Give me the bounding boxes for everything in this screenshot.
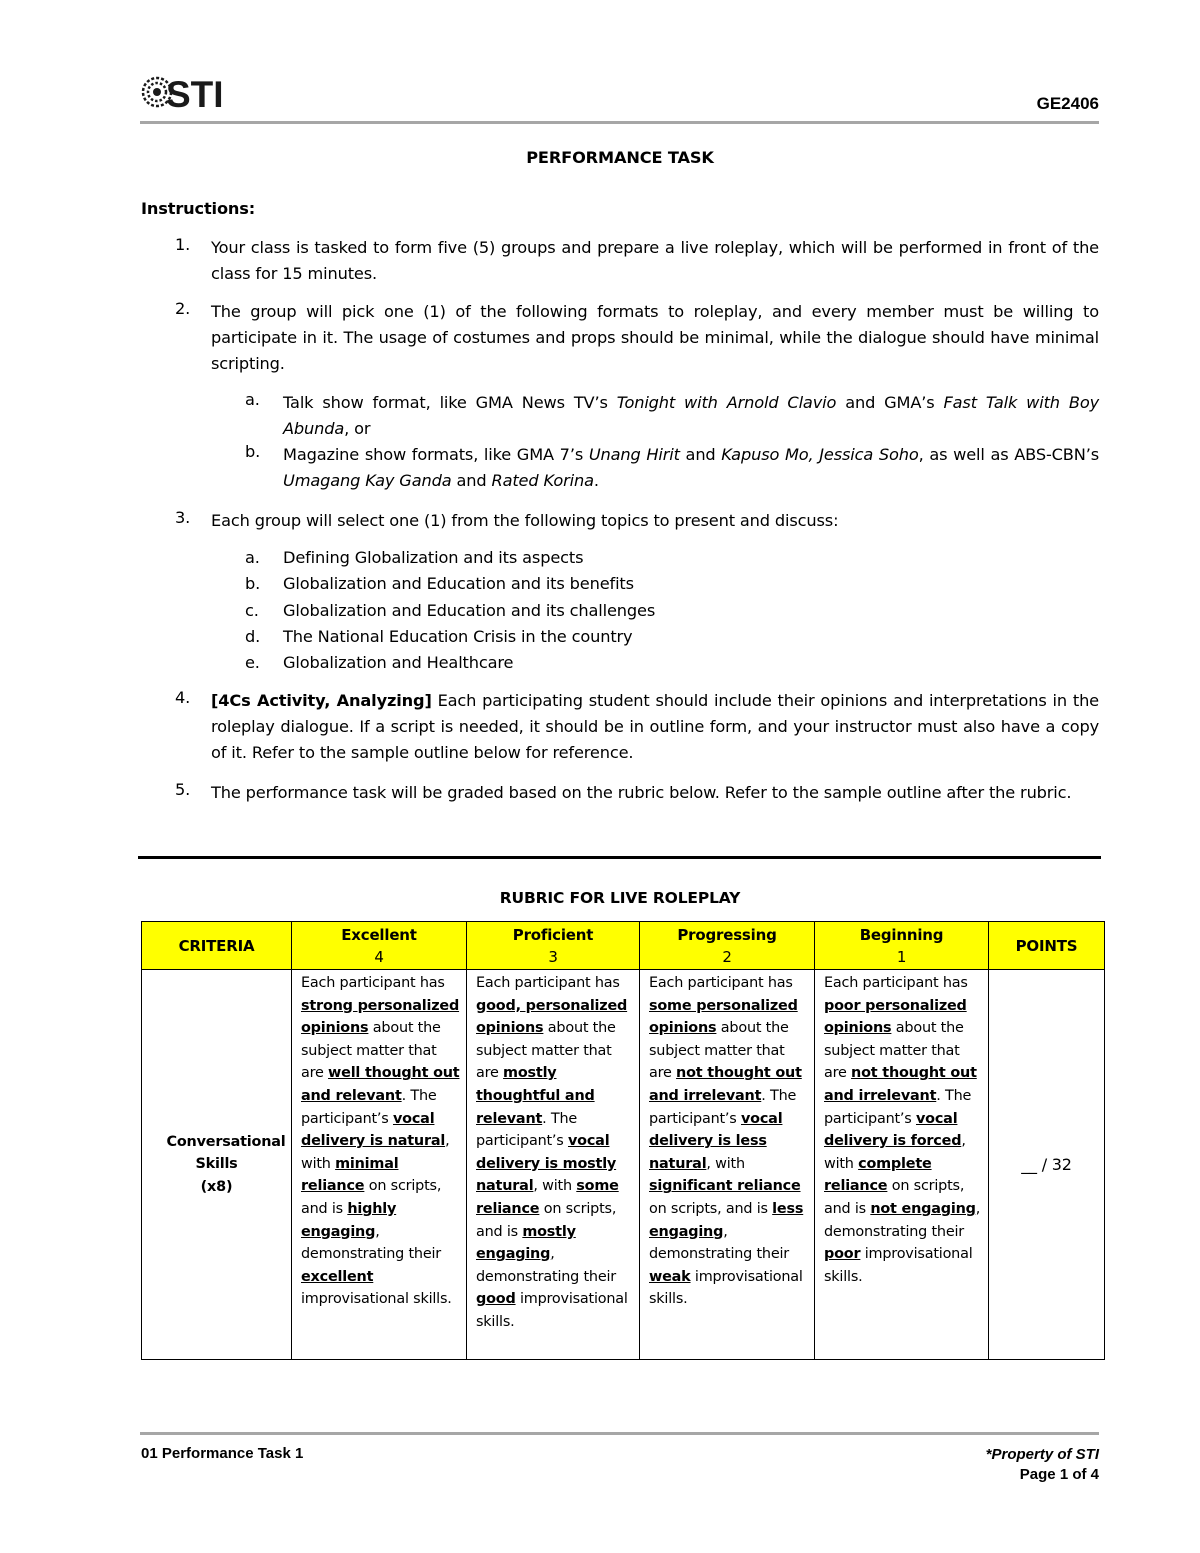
text-run: Each participant has bbox=[476, 975, 620, 991]
header-excellent bbox=[292, 922, 467, 970]
emphasized-phrase: vocal delivery is less natural bbox=[649, 1110, 783, 1172]
instruction-number: 2. bbox=[175, 299, 191, 318]
show-title: Unang Hirit bbox=[588, 445, 680, 464]
topic-text: Globalization and Education and its challenges bbox=[283, 600, 656, 620]
text-run: , as well as ABS-CBN’s bbox=[918, 445, 1100, 464]
instruction-number: 4. bbox=[175, 688, 191, 707]
text-run: and bbox=[451, 471, 492, 490]
text-run: Each participant has bbox=[649, 975, 793, 991]
emphasized-phrase: some reliance bbox=[476, 1178, 619, 1217]
emphasized-phrase: highly engaging bbox=[301, 1200, 397, 1240]
topic-letter: e. bbox=[245, 653, 260, 673]
course-code: GE2406 bbox=[1036, 94, 1099, 113]
topic-letter: b. bbox=[245, 574, 261, 594]
instruction-text: The group will pick one (1) of the following formats to roleplay, and every member must be willing to participate in it. The usage of costumes and props should be minimal, while the dialogue should have minimal scripting. bbox=[211, 302, 1099, 373]
instruction-text: Your class is tasked to form five (5) groups and prepare a live roleplay, which will be performed in front of the class for 15 minutes. bbox=[211, 238, 1099, 283]
rubric-table bbox=[141, 921, 1105, 1360]
text-run: on scripts, and is bbox=[476, 1200, 617, 1240]
topic-text: Globalization and Healthcare bbox=[283, 653, 514, 673]
text-run: , demonstrating their bbox=[649, 1223, 790, 1263]
emphasized-phrase: poor bbox=[824, 1246, 861, 1263]
emphasized-phrase: not engaging bbox=[870, 1200, 976, 1217]
topic-item bbox=[0, 598, 1200, 624]
level-score: 1 bbox=[896, 947, 907, 966]
instruction-text: Each group will select one (1) from the following topics to present and discuss: bbox=[211, 511, 839, 530]
option-letter: a. bbox=[245, 390, 260, 409]
emphasized-phrase: complete reliance bbox=[824, 1155, 932, 1195]
instruction-text: The performance task will be graded based on the rubric below. Refer to the sample outline after the rubric. bbox=[211, 783, 1072, 802]
emphasized-phrase: vocal delivery is forced bbox=[824, 1110, 962, 1150]
topic-item bbox=[0, 650, 1200, 676]
text-run: improvisational skills. bbox=[649, 1268, 803, 1308]
footer-module: 01 Performance Task 1 bbox=[141, 1445, 304, 1462]
level-name: Progressing bbox=[677, 925, 777, 944]
header-progressing bbox=[640, 922, 815, 970]
text-run: , demonstrating their bbox=[476, 1246, 617, 1285]
level-score: 3 bbox=[548, 947, 558, 966]
text-run: . The participant’s bbox=[824, 1087, 972, 1127]
header-proficient bbox=[467, 922, 640, 970]
instruction-number: 1. bbox=[175, 235, 191, 254]
text-run: improvisational skills. bbox=[301, 1291, 452, 1308]
text-run: improvisational skills. bbox=[824, 1246, 973, 1285]
topic-text: The National Education Crisis in the country bbox=[283, 626, 633, 646]
topic-item bbox=[0, 545, 1200, 571]
text-run: , demonstrating their bbox=[301, 1223, 442, 1263]
show-title: Fast Talk with Boy Abunda bbox=[283, 393, 1099, 438]
option-text bbox=[283, 442, 1099, 494]
instruction-number: 3. bbox=[175, 508, 191, 527]
emphasized-phrase: poor personalized opinions bbox=[824, 997, 967, 1037]
topic-text: Defining Globalization and its aspects bbox=[283, 548, 584, 567]
text-run: Each participant has bbox=[301, 975, 445, 991]
proficient-description bbox=[467, 970, 640, 1360]
level-name: Beginning bbox=[859, 925, 944, 944]
footer-rule bbox=[140, 1432, 1099, 1435]
emphasized-phrase: excellent bbox=[301, 1268, 374, 1285]
instruction-number: 5. bbox=[175, 780, 191, 799]
option-letter: b. bbox=[245, 442, 261, 461]
topic-item bbox=[0, 624, 1200, 650]
emphasized-phrase: not thought out and irrelevant bbox=[649, 1065, 802, 1104]
footer-right bbox=[986, 1445, 1099, 1485]
level-name: Excellent bbox=[341, 925, 417, 944]
emphasized-phrase: good bbox=[476, 1291, 516, 1308]
text-run: Each participating student should include their opinions and interpretations in the roleplay dialogue. If a script is needed, it should be in outline form, and your instructor must also have a copy of it. Refer to the sample outline below for reference. bbox=[211, 691, 1099, 762]
topic-text: Globalization and Education and its benefits bbox=[283, 574, 634, 594]
excellent-description bbox=[292, 970, 467, 1360]
show-title: Umagang Kay Ganda bbox=[283, 471, 452, 490]
text-run: , demonstrating their bbox=[824, 1200, 981, 1240]
instructions-heading: Instructions: bbox=[141, 199, 256, 218]
text-run: on scripts, and is bbox=[301, 1178, 442, 1217]
footer-property: *Property of STI bbox=[985, 1446, 1099, 1463]
instruction-text bbox=[211, 688, 1099, 766]
level-score: 2 bbox=[722, 947, 732, 966]
emphasized-phrase: well thought out and relevant bbox=[301, 1065, 460, 1104]
text-run: . The participant’s bbox=[301, 1087, 437, 1127]
emphasized-phrase: minimal reliance bbox=[301, 1155, 399, 1195]
option-text bbox=[283, 390, 1099, 442]
emphasized-phrase: some personalized opinions bbox=[649, 997, 798, 1037]
text-run: Talk show format, like GMA News TV’s bbox=[283, 393, 617, 412]
level-score: 4 bbox=[374, 947, 384, 966]
activity-tag: [4Cs Activity, Analyzing] bbox=[211, 691, 432, 710]
topic-letter: c. bbox=[245, 600, 259, 620]
text-run: Magazine show formats, like GMA 7’s bbox=[283, 445, 589, 464]
text-run: and bbox=[679, 445, 722, 464]
text-run: . bbox=[593, 471, 599, 490]
criteria-name: Conversational Skills bbox=[166, 1133, 286, 1173]
header-rule bbox=[140, 121, 1099, 124]
emphasized-phrase: less engaging bbox=[649, 1200, 804, 1240]
page-title: PERFORMANCE TASK bbox=[526, 148, 714, 167]
text-run: on scripts, and is bbox=[824, 1178, 965, 1217]
rubric-row bbox=[142, 970, 1105, 1360]
emphasized-phrase: not thought out and irrelevant bbox=[824, 1065, 977, 1104]
emphasized-phrase: mostly engaging bbox=[476, 1223, 576, 1263]
topic-letter: a. bbox=[245, 548, 260, 567]
emphasized-phrase: vocal delivery is mostly natural bbox=[476, 1133, 617, 1195]
level-name: Proficient bbox=[512, 925, 594, 944]
text-run: , with bbox=[706, 1155, 745, 1172]
text-run: , with bbox=[301, 1133, 450, 1172]
show-title: Rated Korina bbox=[491, 471, 594, 490]
beginning-description bbox=[815, 970, 989, 1360]
header-criteria: CRITERIA bbox=[142, 922, 292, 970]
sti-logo bbox=[140, 70, 240, 114]
emphasized-phrase: good, personalized opinions bbox=[476, 997, 628, 1037]
points-cell: __ / 32 bbox=[989, 970, 1105, 1360]
rubric-title: RUBRIC FOR LIVE ROLEPLAY bbox=[499, 889, 741, 907]
emphasized-phrase: weak bbox=[649, 1268, 691, 1285]
text-run: about the subject matter that are bbox=[476, 1020, 616, 1082]
text-run: , or bbox=[344, 419, 371, 438]
page-number: Page 1 of 4 bbox=[1019, 1466, 1099, 1483]
text-run: improvisational skills. bbox=[476, 1291, 628, 1330]
show-title: Kapuso Mo, Jessica Soho bbox=[721, 445, 919, 464]
logo-text: STI bbox=[166, 74, 224, 114]
emphasized-phrase: vocal delivery is natural bbox=[301, 1110, 446, 1150]
text-run: . The participant’s bbox=[649, 1087, 797, 1127]
rubric-header-row bbox=[142, 922, 1105, 970]
header-beginning bbox=[815, 922, 989, 970]
text-run: and GMA’s bbox=[836, 393, 944, 412]
topic-letter: d. bbox=[245, 626, 261, 646]
text-run: Each participant has bbox=[824, 975, 968, 991]
text-run: , with bbox=[824, 1133, 966, 1172]
text-run: about the subject matter that are bbox=[824, 1020, 964, 1082]
emphasized-phrase: mostly thoughtful and relevant bbox=[476, 1065, 595, 1127]
show-title: Tonight with Arnold Clavio bbox=[616, 393, 837, 412]
emphasized-phrase: significant reliance bbox=[649, 1178, 801, 1195]
topic-list bbox=[0, 545, 1200, 676]
criteria-cell bbox=[142, 970, 292, 1360]
text-run: , with bbox=[533, 1178, 577, 1195]
progressing-description bbox=[640, 970, 815, 1360]
text-run: . The participant’s bbox=[476, 1110, 578, 1150]
criteria-weight: (x8) bbox=[200, 1178, 233, 1195]
section-divider bbox=[138, 856, 1101, 859]
header-points: POINTS bbox=[989, 922, 1105, 970]
topic-item bbox=[0, 571, 1200, 597]
text-run: on scripts, and is bbox=[649, 1200, 773, 1217]
text-run: about the subject matter that are bbox=[301, 1020, 441, 1082]
emphasized-phrase: strong personalized opinions bbox=[301, 997, 460, 1037]
text-run: about the subject matter that are bbox=[649, 1020, 789, 1082]
